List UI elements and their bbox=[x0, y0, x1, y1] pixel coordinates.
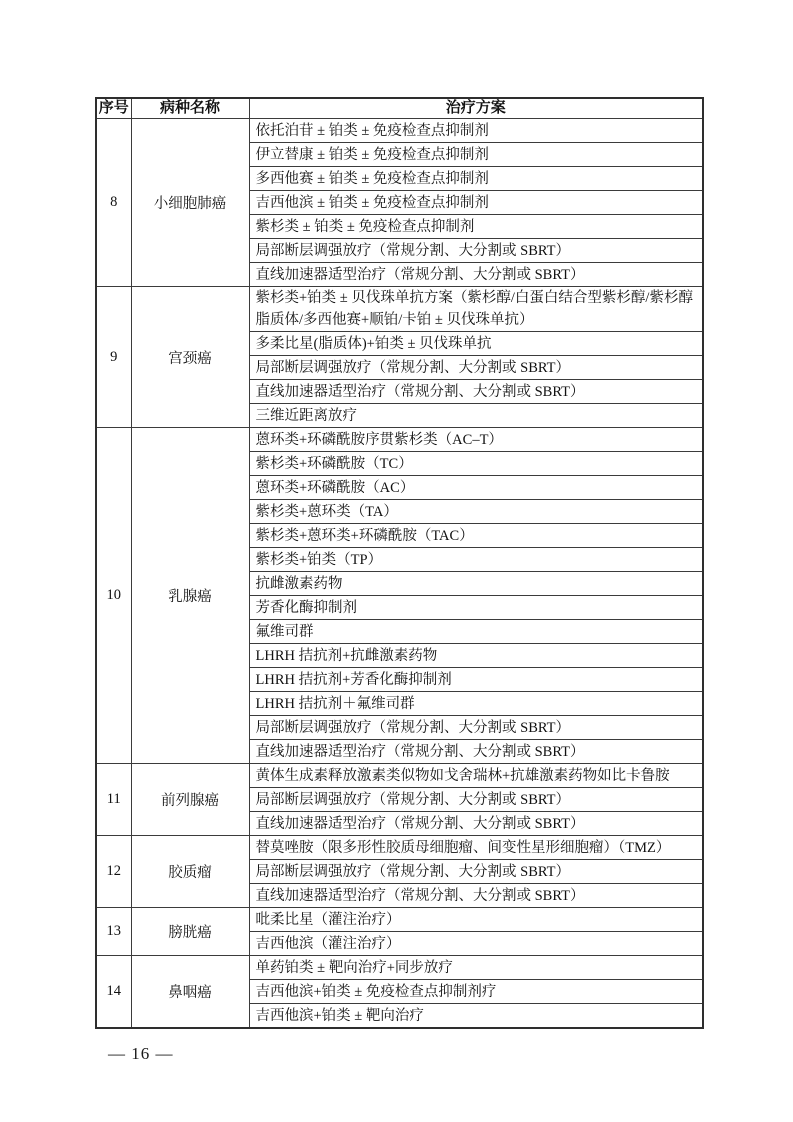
treatment-cell: 氟维司群 bbox=[249, 620, 703, 644]
treatment-cell: 吉西他滨（灌注治疗） bbox=[249, 932, 703, 956]
treatment-cell: 局部断层调强放疗（常规分割、大分割或 SBRT） bbox=[249, 788, 703, 812]
disease-name-cell: 胶质瘤 bbox=[131, 836, 249, 908]
treatment-cell: 吉西他滨 ± 铂类 ± 免疫检查点抑制剂 bbox=[249, 191, 703, 215]
serial-number-cell: 13 bbox=[96, 908, 131, 956]
treatment-cell: 局部断层调强放疗（常规分割、大分割或 SBRT） bbox=[249, 356, 703, 380]
treatment-cell: 紫杉类+蒽环类+环磷酰胺（TAC） bbox=[249, 524, 703, 548]
column-header-1: 序号 bbox=[96, 98, 131, 119]
treatment-cell: 直线加速器适型治疗（常规分割、大分割或 SBRT） bbox=[249, 740, 703, 764]
treatment-cell: 黄体生成素释放激素类似物如戈舍瑞林+抗雄激素药物如比卡鲁胺 bbox=[249, 764, 703, 788]
treatment-plan-table bbox=[95, 97, 704, 1029]
serial-number-cell: 10 bbox=[96, 428, 131, 764]
treatment-cell: 紫杉类 ± 铂类 ± 免疫检查点抑制剂 bbox=[249, 215, 703, 239]
serial-number-cell: 11 bbox=[96, 764, 131, 836]
treatment-cell: 紫杉类+蒽环类（TA） bbox=[249, 500, 703, 524]
table-row bbox=[96, 119, 703, 143]
table-row bbox=[96, 956, 703, 980]
table-row bbox=[96, 428, 703, 452]
treatment-cell: 替莫唑胺（限多形性胶质母细胞瘤、间变性星形细胞瘤）（TMZ） bbox=[249, 836, 703, 860]
treatment-cell: 吉西他滨+铂类 ± 免疫检查点抑制剂疗 bbox=[249, 980, 703, 1004]
treatment-cell: 三维近距离放疗 bbox=[249, 404, 703, 428]
table-row bbox=[96, 908, 703, 932]
treatment-cell: LHRH 拮抗剂+抗雌激素药物 bbox=[249, 644, 703, 668]
serial-number-cell: 8 bbox=[96, 119, 131, 287]
treatment-cell: 多柔比星(脂质体)+铂类 ± 贝伐珠单抗 bbox=[249, 332, 703, 356]
treatment-cell: 吡柔比星（灌注治疗） bbox=[249, 908, 703, 932]
disease-name-cell: 鼻咽癌 bbox=[131, 956, 249, 1029]
serial-number-cell: 12 bbox=[96, 836, 131, 908]
disease-name-cell: 乳腺癌 bbox=[131, 428, 249, 764]
column-header-3: 治疗方案 bbox=[249, 98, 703, 119]
treatment-cell: 直线加速器适型治疗（常规分割、大分割或 SBRT） bbox=[249, 380, 703, 404]
table-row bbox=[96, 764, 703, 788]
page-number: — 16 — bbox=[108, 1044, 174, 1063]
disease-name-cell: 小细胞肺癌 bbox=[131, 119, 249, 287]
treatment-cell: 抗雌激素药物 bbox=[249, 572, 703, 596]
table-row bbox=[96, 836, 703, 860]
treatment-cell: 多西他赛 ± 铂类 ± 免疫检查点抑制剂 bbox=[249, 167, 703, 191]
treatment-cell: 依托泊苷 ± 铂类 ± 免疫检查点抑制剂 bbox=[249, 119, 703, 143]
treatment-cell: 伊立替康 ± 铂类 ± 免疫检查点抑制剂 bbox=[249, 143, 703, 167]
treatment-cell: 紫杉类+铂类 ± 贝伐珠单抗方案（紫杉醇/白蛋白结合型紫杉醇/紫杉醇脂质体/多西他赛+顺铂/卡铂 ± 贝伐珠单抗） bbox=[249, 287, 703, 332]
treatment-cell: 蒽环类+环磷酰胺（AC） bbox=[249, 476, 703, 500]
treatment-cell: LHRH 拮抗剂＋氟维司群 bbox=[249, 692, 703, 716]
serial-number-cell: 14 bbox=[96, 956, 131, 1029]
treatment-cell: 直线加速器适型治疗（常规分割、大分割或 SBRT） bbox=[249, 884, 703, 908]
treatment-cell: 直线加速器适型治疗（常规分割、大分割或 SBRT） bbox=[249, 263, 703, 287]
serial-number-cell: 9 bbox=[96, 287, 131, 428]
treatment-cell: 蒽环类+环磷酰胺序贯紫杉类（AC–T） bbox=[249, 428, 703, 452]
disease-name-cell: 宫颈癌 bbox=[131, 287, 249, 428]
table-header-row bbox=[96, 98, 703, 119]
treatment-cell: 局部断层调强放疗（常规分割、大分割或 SBRT） bbox=[249, 860, 703, 884]
column-header-2: 病种名称 bbox=[131, 98, 249, 119]
disease-name-cell: 膀胱癌 bbox=[131, 908, 249, 956]
treatment-cell: 芳香化酶抑制剂 bbox=[249, 596, 703, 620]
disease-name-cell: 前列腺癌 bbox=[131, 764, 249, 836]
treatment-cell: LHRH 拮抗剂+芳香化酶抑制剂 bbox=[249, 668, 703, 692]
treatment-cell: 局部断层调强放疗（常规分割、大分割或 SBRT） bbox=[249, 716, 703, 740]
treatment-cell: 紫杉类+铂类（TP） bbox=[249, 548, 703, 572]
treatment-cell: 紫杉类+环磷酰胺（TC） bbox=[249, 452, 703, 476]
treatment-cell: 直线加速器适型治疗（常规分割、大分割或 SBRT） bbox=[249, 812, 703, 836]
table-row bbox=[96, 287, 703, 332]
treatment-cell: 单药铂类 ± 靶向治疗+同步放疗 bbox=[249, 956, 703, 980]
treatment-cell: 局部断层调强放疗（常规分割、大分割或 SBRT） bbox=[249, 239, 703, 263]
treatment-cell: 吉西他滨+铂类 ± 靶向治疗 bbox=[249, 1004, 703, 1029]
